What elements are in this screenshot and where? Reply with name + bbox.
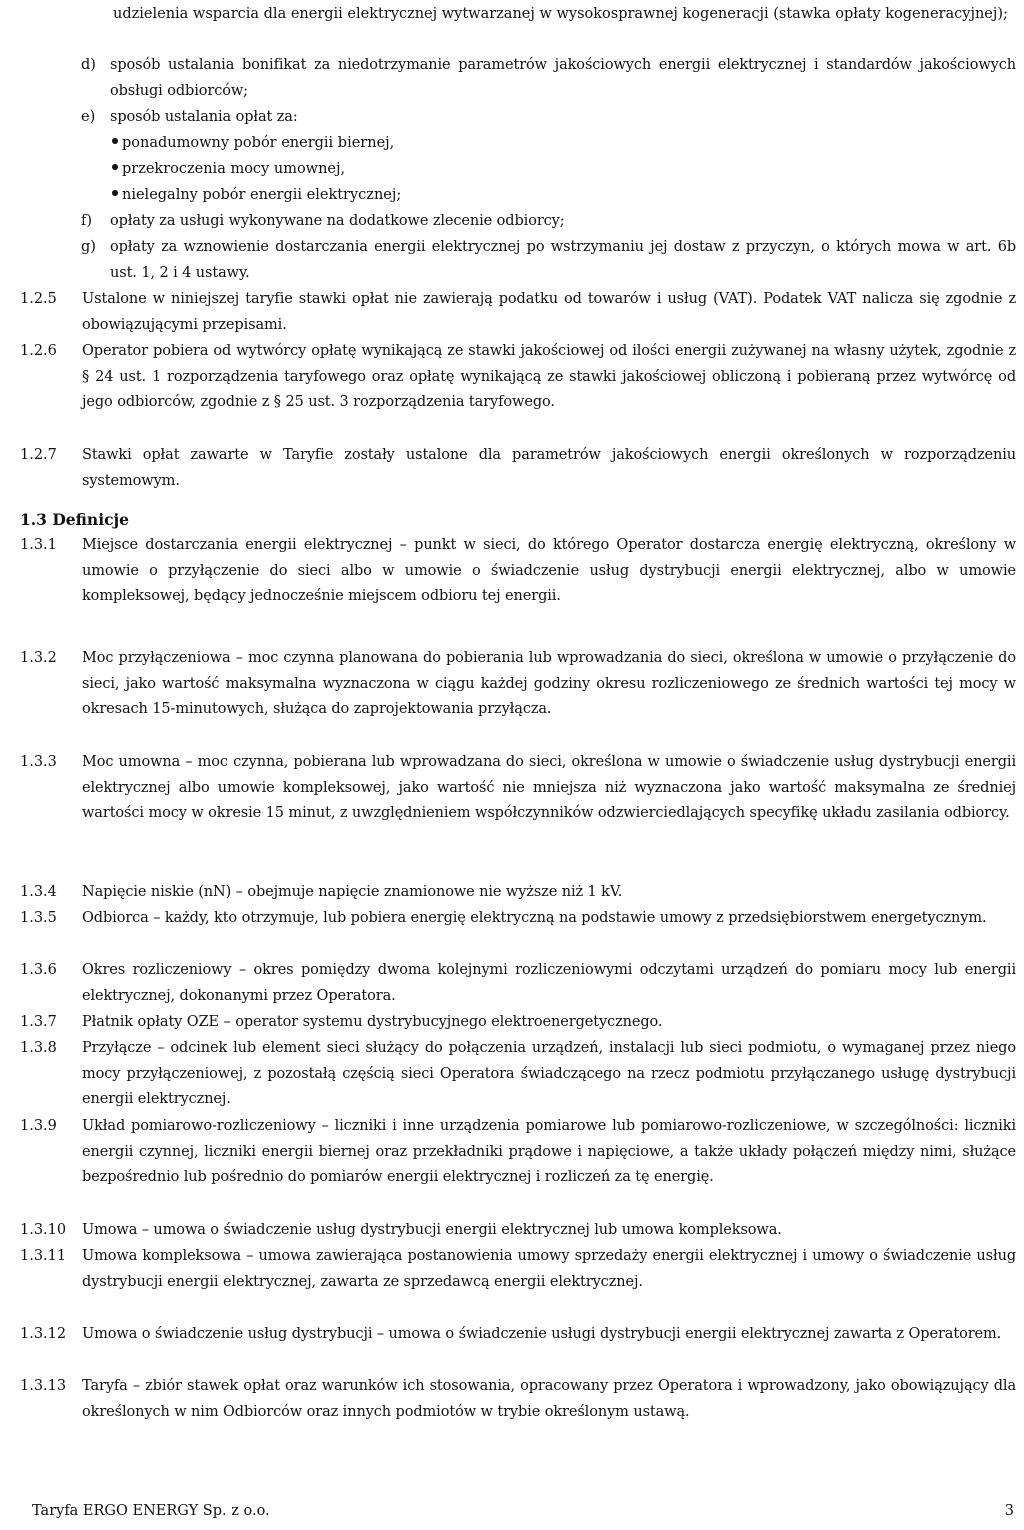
item-text: Umowa kompleksowa – umowa zawierająca postanowienia umowy sprzedaży energii elektrycznej i umowy o świadczenie usług dystrybucji energii elektrycznej, zawarta ze sprzedawcą energii elektrycznej. (82, 1248, 1016, 1290)
sub-item-text: opłaty za usługi wykonywane na dodatkowe zlecenie odbiorcy; (110, 213, 565, 229)
intro-continuation: udzielenia wsparcia dla energii elektrycznej wytwarzanej w wysokosprawnej kogeneracji (stawka opłaty kogeneracyjnej); (113, 6, 1008, 22)
item-number: 1.3.4 (20, 884, 57, 900)
sub-item-text: opłaty za wznowienie dostarczania energii elektrycznej po wstrzymaniu jej dostaw z przyczyn, o których mowa w art. 6b ust. 1, 2 i 4 ustawy. (110, 239, 1016, 281)
item-number: 1.3.2 (20, 650, 57, 666)
bullet-item (112, 131, 394, 157)
definition-1-3-10 (20, 1218, 1016, 1244)
sub-item-marker: e) (81, 109, 96, 125)
bullet-text: przekroczenia mocy umownej, (122, 161, 346, 177)
bullet-text: nielegalny pobór energii elektrycznej; (122, 187, 402, 203)
item-1-2-5 (20, 287, 1016, 338)
item-text: Moc umowna – moc czynna, pobierana lub wprowadzana do sieci, określona w umowie o świadczenie usług dystrybucji energii elektrycznej albo umowie kompleksowej, jako wartość nie mniejsza niż wyznaczona jako wartość maksymalna ze średniej wartości mocy w okresie 15 minut, z uwzględnieniem współczynników odzwierciedlających specyfikę układu zasilania odbiorcy. (82, 754, 1016, 822)
definition-1-3-8 (20, 1036, 1016, 1113)
item-number: 1.2.6 (20, 343, 57, 359)
item-number: 1.3.5 (20, 910, 57, 926)
item-text: Ustalone w niniejszej taryfie stawki opłat nie zawierają podatku od towarów i usług (VAT). Podatek VAT nalicza się zgodnie z obowiązującymi przepisami. (82, 291, 1016, 333)
item-number: 1.3.10 (20, 1222, 67, 1238)
sub-item-d (81, 53, 1016, 104)
item-number: 1.3.13 (20, 1378, 67, 1394)
item-number: 1.3.12 (20, 1326, 67, 1342)
sub-item-f (81, 209, 1016, 235)
item-text: Taryfa – zbiór stawek opłat oraz warunków ich stosowania, opracowany przez Operatora i wprowadzony, jako obowiązujący dla określonych w nim Odbiorców oraz innych podmiotów w trybie określonym ustawą. (82, 1378, 1016, 1420)
item-text: Miejsce dostarczania energii elektrycznej – punkt w sieci, do którego Operator dostarcza energię elektryczną, określony w umowie o przyłączenie do sieci albo w umowie o świadczenie usług dystrybucji energii elektrycznej, albo w umowie kompleksowej, będący jednocześnie miejscem odbioru tej energii. (82, 537, 1016, 605)
bullet-dot-icon (112, 164, 118, 170)
item-text: Umowa o świadczenie usług dystrybucji – umowa o świadczenie usługi dystrybucji energii elektrycznej zawarta z Operatorem. (82, 1326, 1002, 1342)
item-text: Stawki opłat zawarte w Taryfie zostały ustalone dla parametrów jakościowych energii określonych w rozporządzeniu systemowym. (82, 447, 1016, 489)
item-text: Płatnik opłaty OZE – operator systemu dystrybucyjnego elektroenergetycznego. (82, 1014, 663, 1030)
definition-1-3-2 (20, 646, 1016, 723)
item-text: Operator pobiera od wytwórcy opłatę wynikającą ze stawki jakościowej od ilości energii zużywanej na własny użytek, zgodnie z § 24 ust. 1 rozporządzenia taryfowego oraz opłatę wynikającą ze stawki jakościowej obliczoną i pobieraną przez wytwórcę od jego odbiorców, zgodnie z § 25 ust. 3 rozporządzenia taryfowego. (82, 343, 1016, 411)
item-1-2-7 (20, 443, 1016, 494)
sub-item-text: sposób ustalania bonifikat za niedotrzymanie parametrów jakościowych energii elektrycznej i standardów jakościowych obsługi odbiorców; (110, 57, 1016, 99)
sub-item-marker: d) (81, 57, 96, 73)
sub-item-text: sposób ustalania opłat za: (110, 109, 298, 125)
item-number: 1.3.6 (20, 962, 57, 978)
definition-1-3-3 (20, 750, 1016, 827)
item-text: Okres rozliczeniowy – okres pomiędzy dwoma kolejnymi rozliczeniowymi odczytami urządzeń do pomiaru mocy lub energii elektrycznej, dokonanymi przez Operatora. (82, 962, 1016, 1004)
section-heading: 1.3 Definicje (20, 510, 129, 529)
bullet-text: ponadumowny pobór energii biernej, (122, 135, 395, 151)
item-number: 1.3.8 (20, 1040, 57, 1056)
item-number: 1.3.11 (20, 1248, 67, 1264)
definition-1-3-9 (20, 1114, 1016, 1191)
item-number: 1.2.7 (20, 447, 57, 463)
item-number: 1.2.5 (20, 291, 57, 307)
bullet-item (112, 157, 345, 183)
item-text: Moc przyłączeniowa – moc czynna planowana do pobierania lub wprowadzania do sieci, określona w umowie o przyłączenie do sieci, jako wartość maksymalna wyznaczona w ciągu każdej godziny okresu rozliczeniowego ze średnich wartości tej mocy w okresach 15-minutowych, służąca do zaprojektowania przyłącza. (82, 650, 1016, 718)
item-number: 1.3.9 (20, 1118, 57, 1134)
sub-item-e (81, 105, 1016, 131)
definition-1-3-5 (20, 906, 1016, 932)
page-number: 3 (1004, 1503, 1014, 1519)
definition-1-3-11 (20, 1244, 1016, 1295)
item-text: Przyłącze – odcinek lub element sieci służący do połączenia urządzeń, instalacji lub sieci podmiotu, o wymaganej przez niego mocy przyłączeniowej, z pozostałą częścią sieci Operatora świadczącego na rzecz podmiotu przyłączanego usługę dystrybucji energii elektrycznej. (82, 1040, 1016, 1108)
bullet-item (112, 183, 401, 209)
item-text: Napięcie niskie (nN) – obejmuje napięcie znamionowe nie wyższe niż 1 kV. (82, 884, 623, 900)
item-text: Umowa – umowa o świadczenie usług dystrybucji energii elektrycznej lub umowa kompleksowa. (82, 1222, 782, 1238)
item-number: 1.3.1 (20, 537, 57, 553)
definition-1-3-6 (20, 958, 1016, 1009)
sub-item-marker: g) (81, 239, 96, 255)
item-text: Układ pomiarowo-rozliczeniowy – liczniki i inne urządzenia pomiarowe lub pomiarowo-rozliczeniowe, w szczególności: liczniki energii czynnej, liczniki energii biernej oraz przekładniki prądowe i napięciowe, a także układy połączeń między nimi, służące bezpośrednio lub pośrednio do pomiarów energii elektrycznej i rozliczeń za tę energię. (82, 1118, 1016, 1186)
sub-item-marker: f) (81, 213, 93, 229)
bullet-dot-icon (112, 190, 118, 196)
definition-1-3-13 (20, 1374, 1016, 1425)
definition-1-3-4 (20, 880, 1016, 906)
definition-1-3-1 (20, 533, 1016, 610)
sub-item-g (81, 235, 1016, 286)
item-number: 1.3.7 (20, 1014, 57, 1030)
definition-1-3-12 (20, 1322, 1016, 1348)
footer-title: Taryfa ERGO ENERGY Sp. z o.o. (32, 1503, 270, 1519)
definition-1-3-7 (20, 1010, 1016, 1036)
bullet-dot-icon (112, 138, 118, 144)
item-number: 1.3.3 (20, 754, 57, 770)
item-1-2-6 (20, 339, 1016, 416)
item-text: Odbiorca – każdy, kto otrzymuje, lub pobiera energię elektryczną na podstawie umowy z przedsiębiorstwem energetycznym. (82, 910, 987, 926)
